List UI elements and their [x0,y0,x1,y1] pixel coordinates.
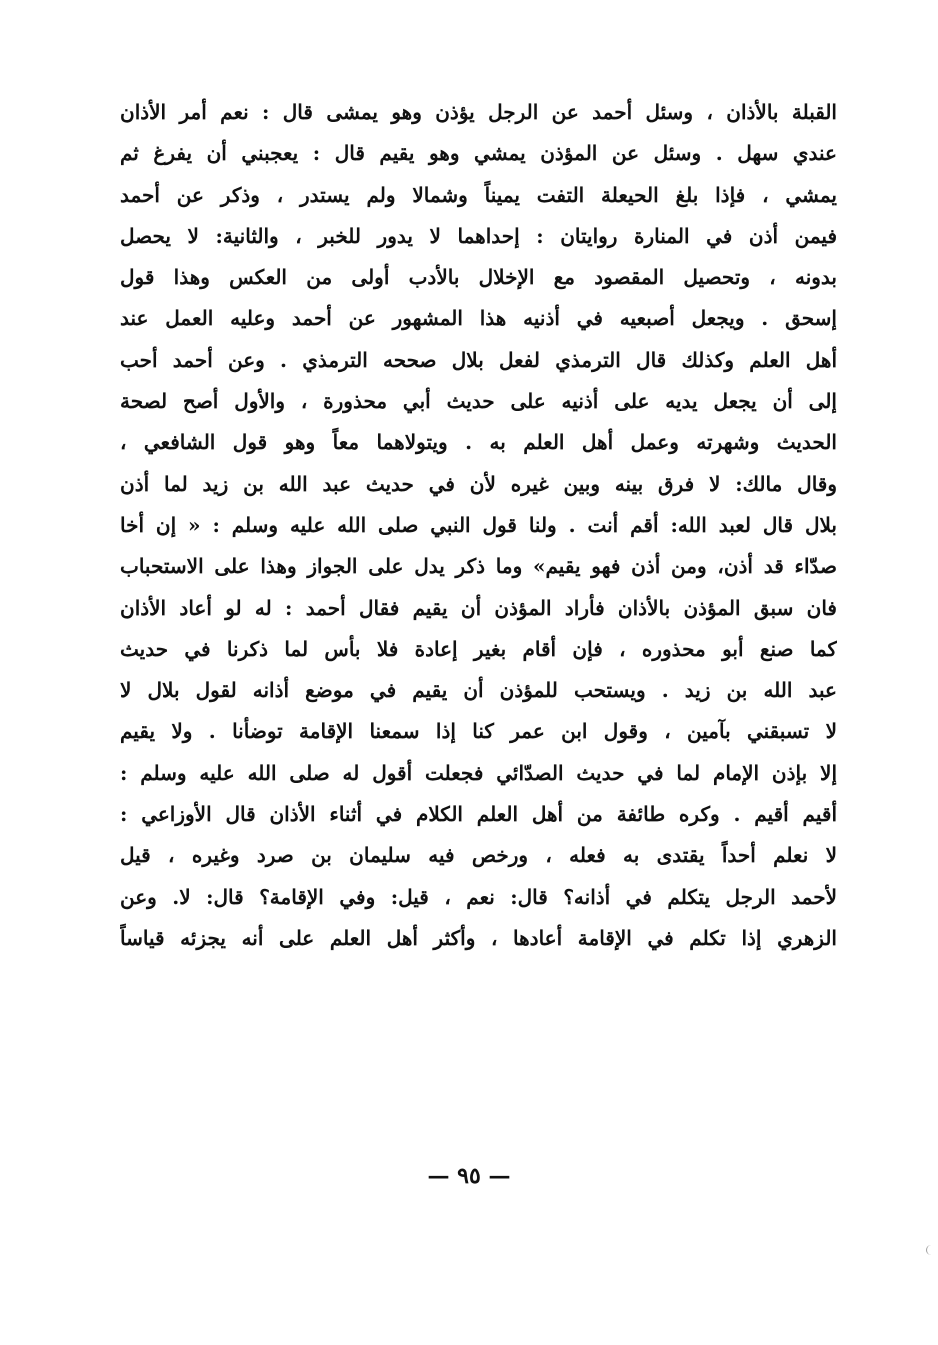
text-line-17: إلا بإذن الإمام لما في حديث الصدّائي فجعلت أقول له صلى الله عليه وسلم : [120,760,837,785]
text-line-12: صدّاء قد أذن، ومن أذن فهو يقيم» وما ذكر يدل على الجواز وهذا على الاستحباب [120,554,837,579]
text-line-13: فان سبق المؤذن بالأذان فأراد المؤذن أن يقيم فقال أحمد : له لو أعاد الأذان [120,595,837,620]
text-line-8: إلى أن يجعل يديه على أذنيه على حديث أبي محذورة ، والأول أصح لصحة [120,389,837,414]
text-line-6: إسحق . ويجعل أصبعيه في أذنيه هذا المشهور عن أحمد وعليه العمل عند [120,306,837,331]
text-line-15: عبد الله بن زيد . ويستحب للمؤذن أن يقيم في موضع أذانه لقول بلال لا [120,678,837,703]
text-line-16: لا تسبقني بآمين ، وقول ابن عمر كنا إذا سمعنا الإقامة توضأنا . ولا يقيم [120,719,837,744]
text-line-5: بدونه ، وتحصيل المقصود مع الإخلال بالأدب أولى من العكس وهذا قول [120,265,837,290]
text-line-21: الزهري إذا تكلم في الإقامة أعادها ، وأكثر أهل العلم على أنه يجزئه قياساً [120,925,837,950]
text-line-9: الحديث وشهرته وعمل أهل العلم به . ويتولاهما معاً وهو قول الشافعي ، [120,430,837,455]
text-line-3: يمشي ، فإذا بلغ الحيعلة التفت يميناً وشمالا ولم يستدر ، وذكر عن أحمد [120,182,837,207]
text-line-19: لا نعلم أحداً يقتدى به فعله ، ورخص فيه سليمان بن صرد وغيره ، قيل [120,843,837,868]
text-line-18: أقيم أقيم . وكره طائفة من أهل العلم الكلام في أثناء الأذان قال الأوزاعي : [120,802,837,827]
body-text [120,92,837,959]
text-line-20: لأحمد الرجل يتكلم في أذانه؟ قال: نعم ، قيل: وفي الإقامة؟ قال: لا. وعن [120,884,837,909]
text-line-10: وقال مالك: لا فرق بينه وبين غيره لأن في حديث عبد الله بن زيد لما أذن [120,471,837,496]
text-line-11: بلال قال لعبد الله: أقم أنت . ولنا قول النبي صلى الله عليه وسلم : « إن أخا [120,512,837,537]
text-line-7: أهل العلم وكذلك قال الترمذي لفعل بلال صححه الترمذي . وعن أحمد أحب [120,347,837,372]
text-line-2: عندي سهل . وسئل عن المؤذن يمشي وهو يقيم قال : يعجبني أن يفرغ ثم [120,141,837,166]
text-line-1: القبلة بالأذان ، وسئل أحمد عن الرجل يؤذن وهو يمشى قال : نعم أمر الأذان [120,100,837,124]
page-number: — ٩٥ — [427,1163,511,1189]
scan-edge-mark [926,1245,933,1255]
text-line-4: فيمن أذن في المنارة روايتان : إحداهما لا يدور للخبر ، والثانية: لا يحصل [120,223,837,248]
text-line-14: كما صنع أبو محذوره ، فإن أقام بغير إعادة فلا بأس لما ذكرنا في حديث [120,636,837,661]
